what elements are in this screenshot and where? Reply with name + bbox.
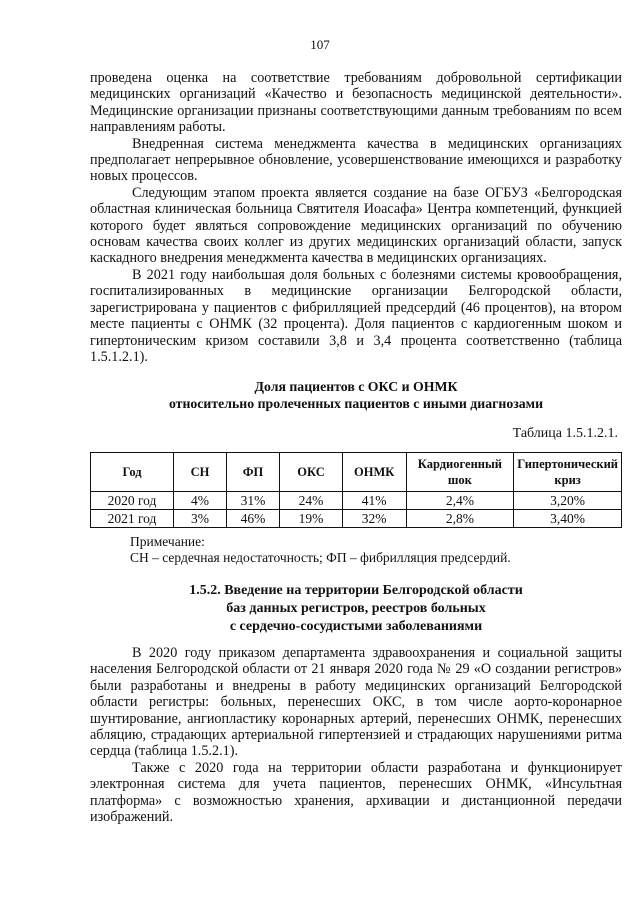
table-cell: 4% <box>174 492 227 510</box>
note-label: Примечание: <box>130 534 205 549</box>
table-cell: 32% <box>342 510 406 528</box>
header-cell: Год <box>91 453 174 492</box>
table-note <box>130 534 511 566</box>
table-cell: 3,20% <box>514 492 622 510</box>
header-cell: ФП <box>226 453 279 492</box>
paragraph: В 2021 году наибольшая доля больных с болезнями системы кровообращения, госпитализированных в медицинские организации Белгородской области, зарегистрирована у пациентов с фибрилляцией предсердий (46 процентов), на втором месте пациенты с ОНМК (32 процента). Доля пациентов с кардиогенным шоком и гипертоническим кризом составили 3,8 и 3,4 процента соответственно (таблица 1.5.1.2.1). <box>90 266 622 365</box>
header-cell: ОКС <box>280 453 343 492</box>
header-cell: ОНМК <box>342 453 406 492</box>
text-block-top <box>90 70 622 365</box>
section-heading-line3: с сердечно-сосудистыми заболеваниями <box>229 619 483 634</box>
table-cell: 3,40% <box>514 510 622 528</box>
text-block-bottom <box>90 645 622 825</box>
note-text: СН – сердечная недостаточность; ФП – фибрилляция предсердий. <box>130 550 511 565</box>
section-heading-line2: баз данных регистров, реестров больных <box>226 601 486 616</box>
table-cell: 2,8% <box>406 510 514 528</box>
table-cell: 19% <box>280 510 343 528</box>
table-title-line2: относительно пролеченных пациентов с иными диагнозами <box>168 396 544 411</box>
header-cell: Гипертонический криз <box>514 453 622 492</box>
header-cell: Кардиогенный шок <box>406 453 514 492</box>
paragraph: Внедренная система менеджмента качества в медицинских организациях предполагает непрерывное обновление, усовершенствование имеющихся и разработку новых процессов. <box>90 135 622 185</box>
table-title <box>90 378 622 412</box>
table-reference: Таблица 1.5.1.2.1. <box>512 426 618 441</box>
paragraph: Следующим этапом проекта является создание на базе ОГБУЗ «Белгородская областная клиническая больница Святителя Иоасафа» Центра компетенций, функцией которого будет являться сопровождение медицинских организаций по обучению основам качества своих коллег из других медицинских организаций области, запуск каскадного внедрения менеджмента качества в медицинских организациях. <box>90 184 622 267</box>
table-cell: 24% <box>280 492 343 510</box>
table-cell: 3% <box>174 510 227 528</box>
table-header-row <box>91 453 622 492</box>
table-cell: 31% <box>226 492 279 510</box>
table-title-line1: Доля пациентов с ОКС и ОНМК <box>254 379 458 394</box>
table-row <box>91 492 622 510</box>
table-cell: 2,4% <box>406 492 514 510</box>
section-heading <box>90 582 622 636</box>
section-heading-line1: 1.5.2. Введение на территории Белгородской области <box>189 583 523 598</box>
page-number: 107 <box>310 37 330 52</box>
table-cell: 2020 год <box>91 492 174 510</box>
table-row <box>91 510 622 528</box>
data-table <box>90 452 622 528</box>
header-cell: СН <box>174 453 227 492</box>
table-cell: 2021 год <box>91 510 174 528</box>
paragraph: Также с 2020 года на территории области разработана и функционирует электронная система для учета пациентов, перенесших ОНМК, «Инсультная платформа» с возможностью хранения, архивации и дистанционной передачи изображений. <box>90 759 622 826</box>
table-cell: 46% <box>226 510 279 528</box>
paragraph: В 2020 году приказом департамента здравоохранения и социальной защиты населения Белгородской области от 21 января 2020 года № 29 «О создании регистров» были разработаны и внедрены в работу медицинских организаций Белгородской области регистры: больных, перенесших ОКС, в том числе аорто-коронарное шунтирование, ангиопластику коронарных артерий, перенесших ОНМК, перенесших абляцию, страдающих артериальной гипертензией и страдающих нарушениями ритма сердца (таблица 1.5.2.1). <box>90 645 622 760</box>
paragraph: проведена оценка на соответствие требованиям добровольной сертификации медицинских организаций «Качество и безопасность медицинской деятельности». Медицинские организации признаны соответствующими данным требованиям по всем направлениям работы. <box>90 70 622 136</box>
table-cell: 41% <box>342 492 406 510</box>
